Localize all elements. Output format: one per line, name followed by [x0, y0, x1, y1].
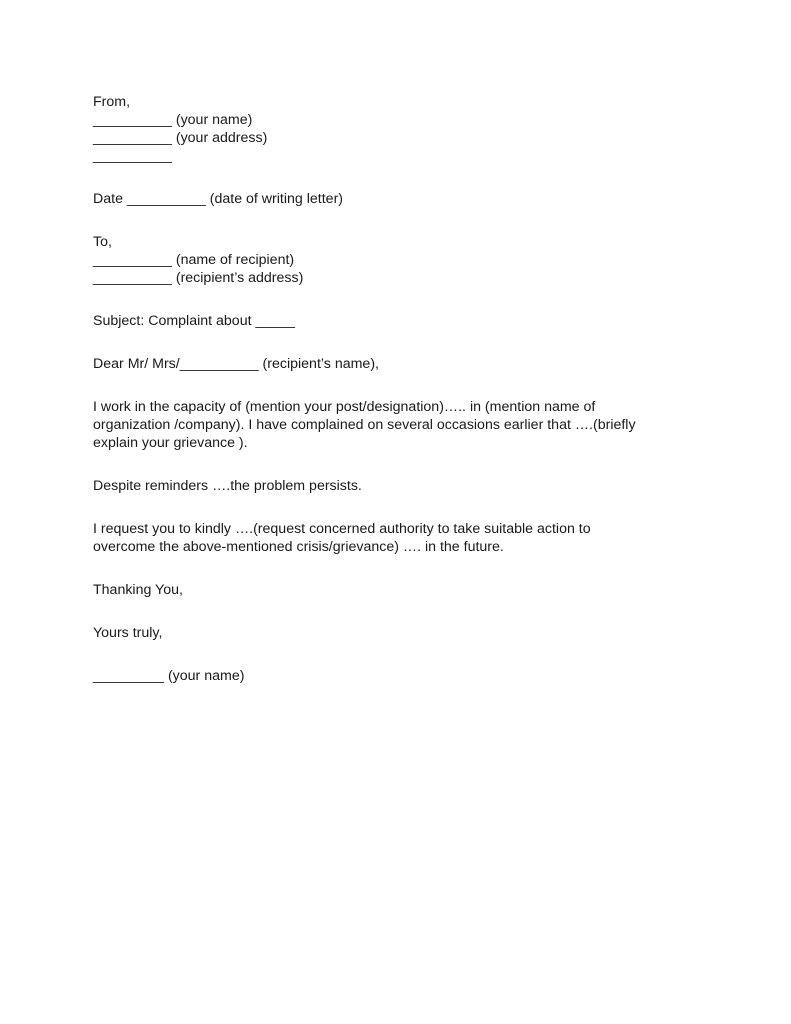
body-paragraph-1-line: explain your grievance ).	[93, 435, 248, 451]
body-paragraph-3-line: I request you to kindly ….(request concerned authority to take suitable action to	[93, 521, 591, 537]
body-paragraph-1-line: I work in the capacity of (mention your post/designation)….. in (mention name of	[93, 399, 596, 415]
salutation: Dear Mr/ Mrs/__________ (recipient’s name),	[93, 356, 379, 372]
body-paragraph-3	[93, 520, 703, 556]
recipient-address-line: __________ (recipient’s address)	[93, 270, 304, 286]
from-label: From,	[93, 94, 131, 110]
signature-line: _________ (your name)	[93, 668, 245, 684]
sender-blank-line: __________	[93, 148, 172, 164]
sender-name-line: __________ (your name)	[93, 112, 253, 128]
thanks-line: Thanking You,	[93, 582, 183, 598]
to-label: To,	[93, 234, 112, 250]
sign-off-line: Yours truly,	[93, 625, 163, 641]
body-paragraph-1-line: organization /company). I have complained on several occasions earlier that ….(briefly	[93, 417, 636, 433]
date-line: Date __________ (date of writing letter)	[93, 191, 344, 207]
body-paragraph-3-line: overcome the above-mentioned crisis/grievance) …. in the future.	[93, 539, 504, 555]
body-paragraph-2: Despite reminders ….the problem persists.	[93, 478, 362, 494]
subject-line: Subject: Complaint about _____	[93, 313, 295, 329]
recipient-name-line: __________ (name of recipient)	[93, 252, 295, 268]
body-paragraph-1	[93, 398, 703, 452]
sender-address-line: __________ (your address)	[93, 130, 268, 146]
